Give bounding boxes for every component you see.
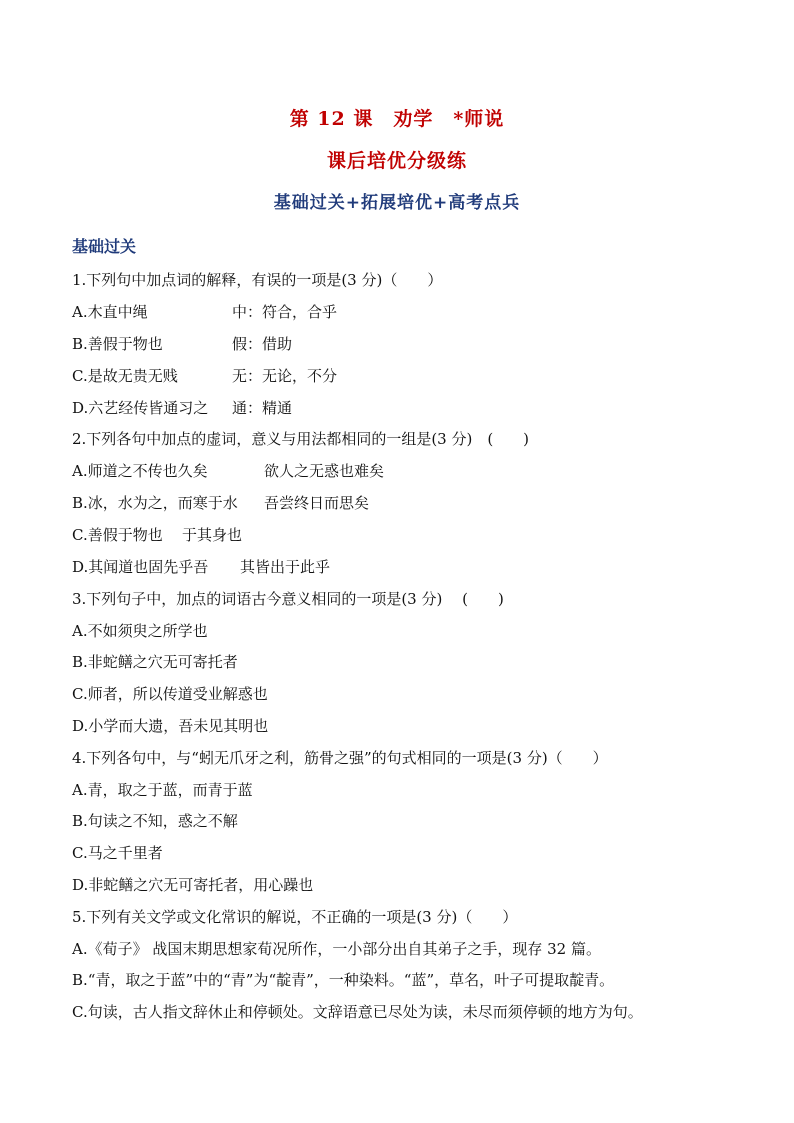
option-text: D.六艺经传皆通习之 — [72, 399, 209, 417]
option-d — [72, 557, 330, 577]
option-c — [72, 366, 337, 386]
option-b: B.“青，取之于蓝”中的“青”为“靛青”，一种染料。“蓝”，草名，叶子可提取靛青。 — [72, 971, 615, 989]
question-stem: 3.下列句子中，加点的词语古今意义相同的一项是(3 分) ( ) — [72, 590, 504, 608]
option-note: 通：精通 — [232, 399, 293, 417]
option-note: 中：符合，合乎 — [232, 303, 338, 321]
option-c: C.句读，古人指文辞休止和停顿处。文辞语意已尽处为读，未尽而须停顿的地方为句。 — [72, 1003, 643, 1021]
option-b: B.句读之不知，惑之不解 — [72, 812, 238, 830]
option-note: 于其身也 — [182, 526, 243, 544]
option-text: B.冰，水为之，而寒于水 — [72, 494, 238, 512]
option-a — [72, 461, 384, 481]
option-c: C.马之千里者 — [72, 844, 163, 862]
option-a: A.青，取之于蓝，而青于蓝 — [72, 781, 253, 799]
question-stem: 4.下列各句中，与“蚓无爪牙之利，筋骨之强”的句式相同的一项是(3 分)（ ） — [72, 749, 608, 767]
option-note: 假：借助 — [232, 335, 293, 353]
lesson-title: 第 12 课 劝学 *师说 — [289, 108, 505, 130]
lesson-subtitle: 课后培优分级练 — [326, 150, 467, 172]
option-a — [72, 302, 337, 322]
question-stem: 2.下列各句中加点的虚词，意义与用法都相同的一组是(3 分) ( ) — [72, 430, 530, 448]
option-b: B.非蛇鳝之穴无可寄托者 — [72, 653, 238, 671]
option-note: 欲人之无惑也难矣 — [264, 462, 385, 480]
option-text: C.是故无贵无贱 — [72, 367, 178, 385]
option-text: D.其闻道也固先乎吾 — [72, 558, 209, 576]
option-d — [72, 398, 292, 418]
section-heading: 基础过关 — [72, 237, 137, 256]
option-text: A.木直中绳 — [72, 303, 148, 321]
option-note: 吾尝终日而思矣 — [264, 494, 370, 512]
option-text: A.师道之不传也久矣 — [72, 462, 208, 480]
option-a: A.《荀子》 战国末期思想家荀况所作，一小部分出自其弟子之手，现存 32 篇。 — [72, 940, 601, 958]
option-text: B.善假于物也 — [72, 335, 163, 353]
option-b — [72, 493, 369, 513]
option-b — [72, 334, 292, 354]
option-c — [72, 525, 242, 545]
question-stem: 5.下列有关文学或文化常识的解说，不正确的一项是(3 分)（ ） — [72, 908, 518, 926]
lesson-tagline: 基础过关+拓展培优+高考点兵 — [273, 193, 521, 213]
option-c: C.师者，所以传道受业解惑也 — [72, 685, 268, 703]
question-stem: 1.下列句中加点词的解释，有误的一项是(3 分)（ ） — [72, 271, 443, 289]
option-a: A.不如须臾之所学也 — [72, 622, 208, 640]
option-d: D.小学而大遗，吾未见其明也 — [72, 717, 269, 735]
option-text: C.善假于物也 — [72, 526, 163, 544]
option-note: 其皆出于此乎 — [240, 558, 331, 576]
option-note: 无：无论，不分 — [232, 367, 338, 385]
option-d: D.非蛇鳝之穴无可寄托者，用心躁也 — [72, 876, 314, 894]
